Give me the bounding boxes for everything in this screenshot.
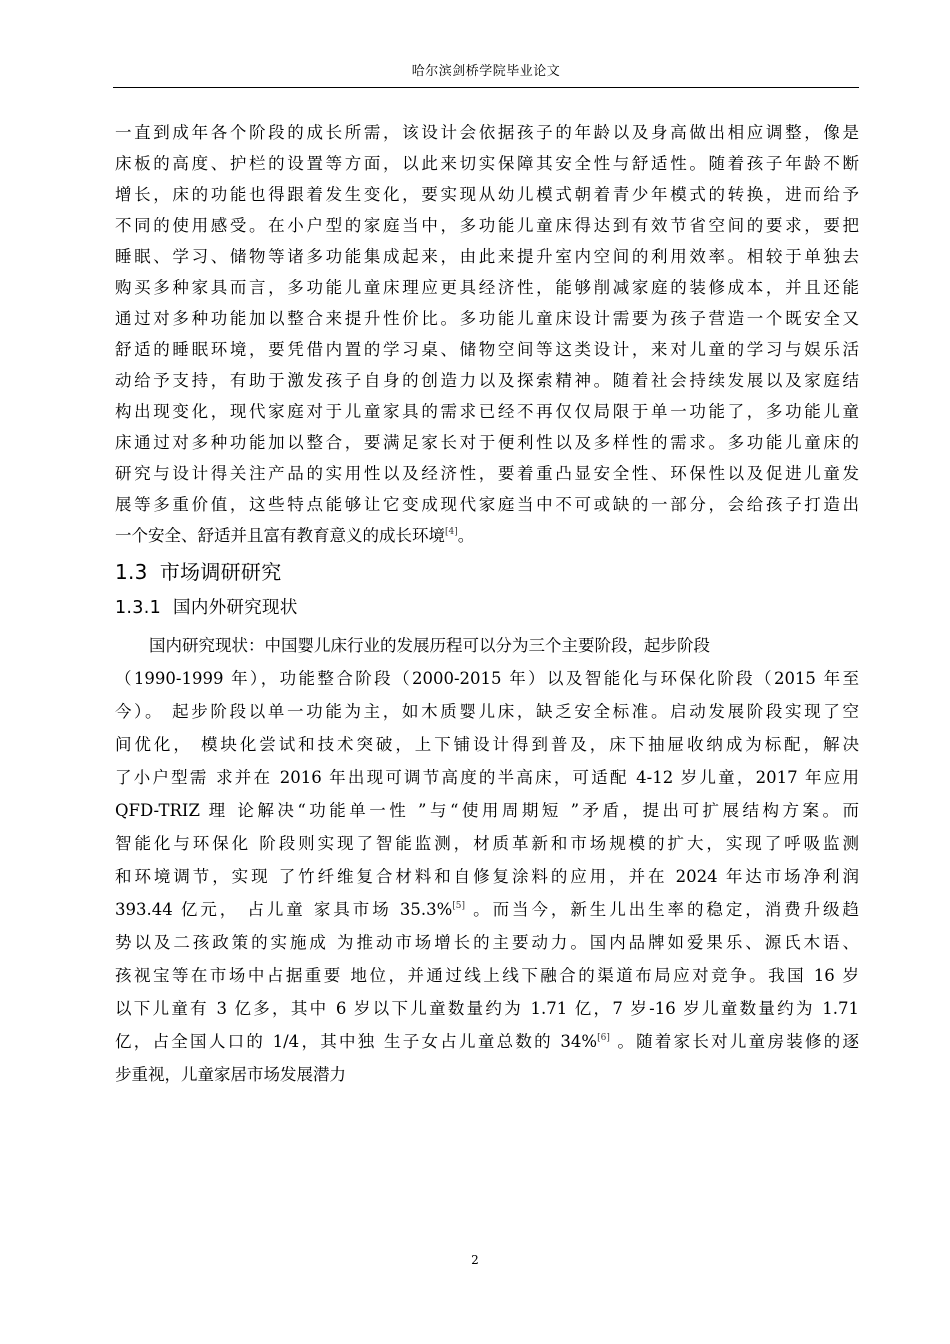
text-line: 床板的高度、护栏的设置等方面，以此来切实保障其安全性与舒适性。随着孩子年龄不断 <box>115 154 859 173</box>
text-line: 以下儿童有 3 亿多，其中 6 岁以下儿童数量约为 1.71 亿，7 岁-16 岁儿童数量约为 1.71 <box>115 999 859 1018</box>
text-span: 。随着家长对儿童房装修的逐 <box>609 1032 860 1051</box>
text-line: 不同的使用感受。在小户型的家庭当中，多功能儿童床得达到有效节省空间的要求，要把 <box>115 216 859 235</box>
text-line: 国内研究现状：中国婴儿床行业的发展历程可以分为三个主要阶段，起步阶段 <box>149 636 710 655</box>
text-span: 393.44 亿元， 占儿童 家具市场 35.3% <box>115 900 453 919</box>
section-number: 1.3 <box>115 560 148 584</box>
text-span: 。而当今，新生儿出生率的稳定，消费升级趋 <box>465 900 859 919</box>
text-line: 和环境调节，实现 了竹纤维复合材料和自修复涂料的应用，并在 2024 年达市场净利润 <box>115 867 859 886</box>
text-line: （1990-1999 年），功能整合阶段（2000-2015 年）以及智能化与环保化阶段（2015 年至 <box>115 669 859 688</box>
text-line: 孩视宝等在市场中占据重要 地位，并通过线上线下融合的渠道布局应对竞争。我国 16 岁 <box>115 966 859 985</box>
citation-4: [4] <box>445 527 458 537</box>
text-span: 亿，占全国人口的 1/4，其中独 生子女占儿童总数的 34% <box>115 1032 598 1051</box>
text-line: 睡眠、学习、储物等诸多功能集成起来，由此来提升室内空间的利用效率。相较于单独去 <box>115 247 859 266</box>
page-header: 哈尔滨剑桥学院毕业论文 <box>411 64 561 79</box>
page-number: 2 <box>471 1253 479 1267</box>
subsection-title: 国内外研究现状 <box>173 598 298 618</box>
citation-5: [5] <box>452 901 465 911</box>
text-line: 床通过对多种功能加以整合，要满足家长对于便利性以及多样性的需求。多功能儿童床的 <box>115 433 859 452</box>
text-line: 一直到成年各个阶段的成长所需，该设计会依据孩子的年龄以及身高做出相应调整，像是 <box>115 123 859 142</box>
text-line: 势以及二孩政策的实施成 为推动市场增长的主要动力。国内品牌如爱果乐、源氏木语、 <box>115 933 859 952</box>
text-line <box>115 520 859 551</box>
text-line: 通过对多种功能加以整合来提升性价比。多功能儿童床设计需要为孩子营造一个既安全又 <box>115 309 859 328</box>
text-line: 购买多种家具而言，多功能儿童床理应更具经济性，能够削减家庭的装修成本，并且还能 <box>115 278 859 297</box>
header-divider <box>113 87 859 88</box>
text-line: 构出现变化，现代家庭对于儿童家具的需求已经不再仅仅局限于单一功能了，多功能儿童 <box>115 402 859 421</box>
subsection-number: 1.3.1 <box>115 598 162 618</box>
section-heading <box>115 559 859 585</box>
text-line: 今）。 起步阶段以单一功能为主，如木质婴儿床，缺乏安全标准。启动发展阶段实现了空 <box>115 702 859 721</box>
paragraph-domestic-research <box>115 629 859 1091</box>
text-line: 间优化， 模块化尝试和技术突破，上下铺设计得到普及，床下抽屉收纳成为标配，解决 <box>115 735 859 754</box>
text-span: 。 <box>457 526 475 545</box>
text-line: 展等多重价值，这些特点能够让它变成现代家庭当中不可或缺的一部分，会给孩子打造出 <box>115 495 859 514</box>
text-line: 增长，床的功能也得跟着发生变化，要实现从幼儿模式朝着青少年模式的转换，进而给予 <box>115 185 859 204</box>
text-line: 动给予支持，有助于激发孩子自身的创造力以及探索精神。随着社会持续发展以及家庭结 <box>115 371 859 390</box>
text-line: QFD-TRIZ 理 论解决“功能单一性 ”与“使用周期短 ”矛盾，提出可扩展结构方案。而 <box>115 801 859 820</box>
text-line <box>115 893 859 926</box>
page-body <box>115 117 859 1091</box>
text-span: 一个安全、舒适并且富有教育意义的成长环境 <box>115 526 445 545</box>
subsection-heading <box>115 596 859 620</box>
paragraph-multifunction-bed <box>115 117 859 551</box>
section-title: 市场调研研究 <box>159 560 282 584</box>
text-line: 步重视，儿童家居市场发展潜力 <box>115 1065 346 1084</box>
text-line: 研究与设计得关注产品的实用性以及经济性，要着重凸显安全性、环保性以及促进儿童发 <box>115 464 859 483</box>
text-line: 舒适的睡眠环境，要凭借内置的学习桌、储物空间等这类设计，来对儿童的学习与娱乐活 <box>115 340 859 359</box>
citation-6: [6] <box>597 1033 610 1043</box>
text-line <box>115 1025 859 1058</box>
text-line: 了小户型需 求并在 2016 年出现可调节高度的半高床，可适配 4-12 岁儿童，2017 年应用 <box>115 768 859 787</box>
text-line: 智能化与环保化 阶段则实现了智能监测，材质革新和市场规模的扩大，实现了呼吸监测 <box>115 834 859 853</box>
